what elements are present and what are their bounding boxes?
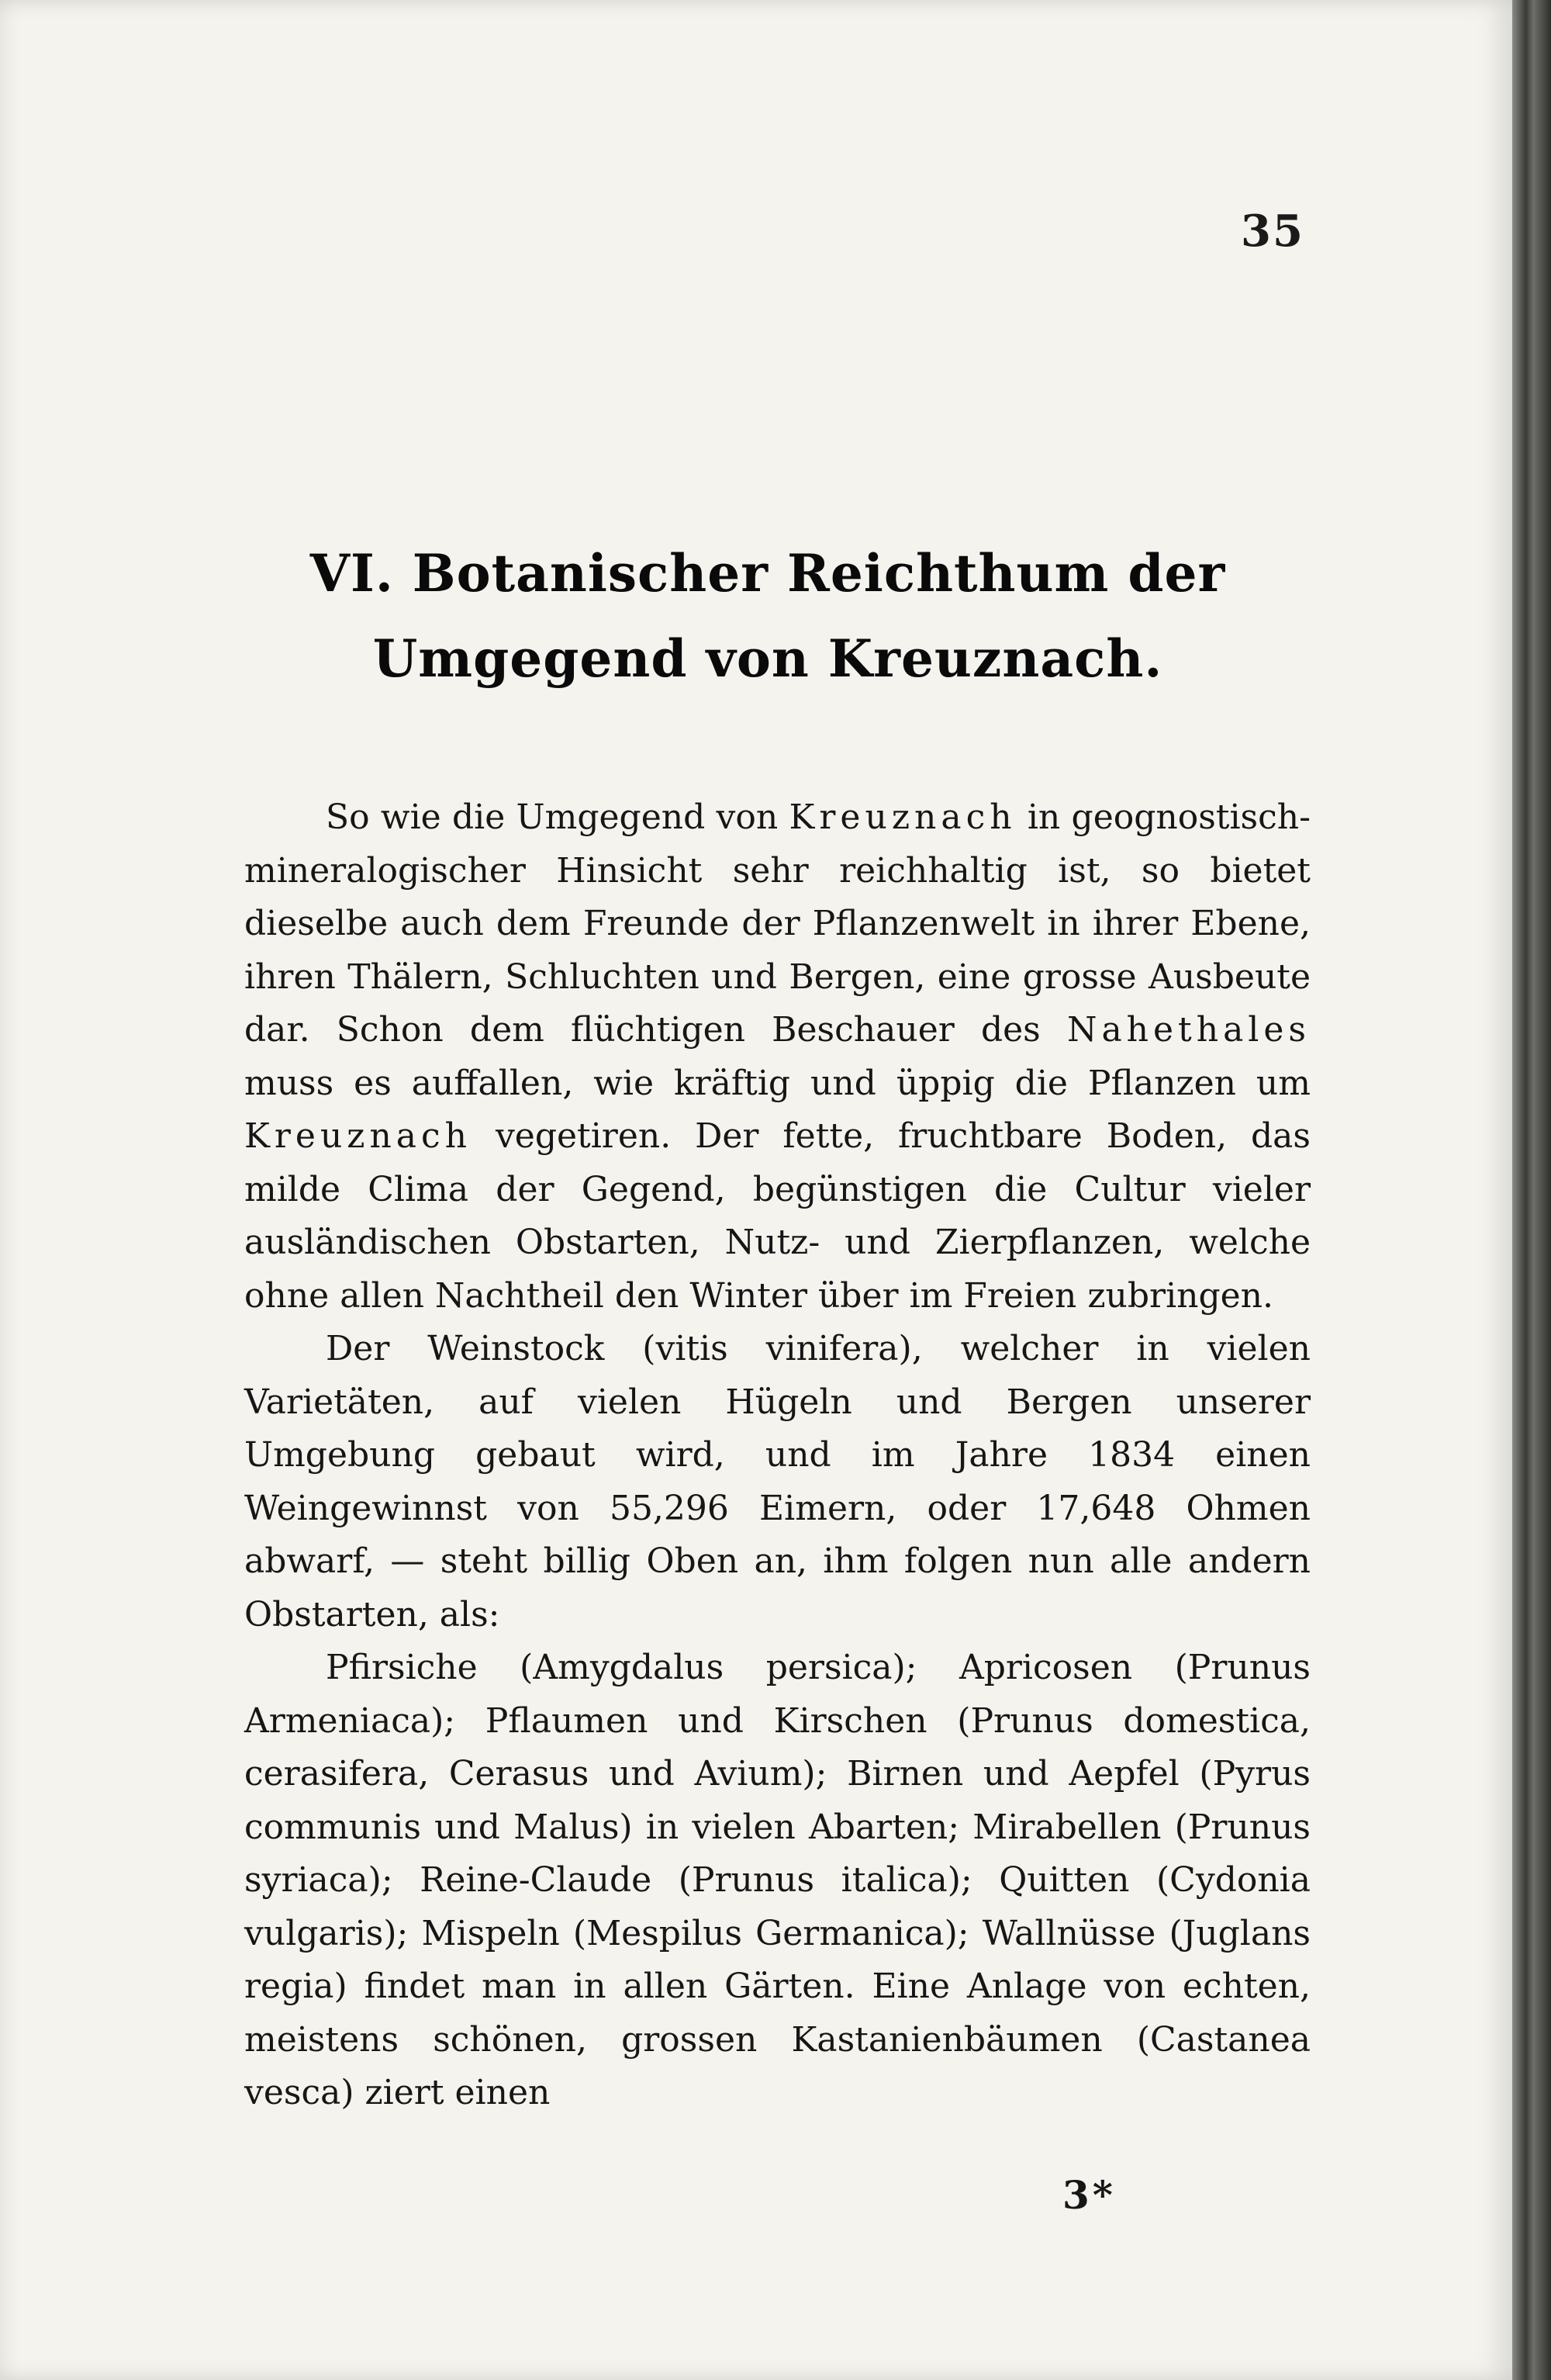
signature-mark: 3* [1062, 2172, 1116, 2218]
page-number: 35 [1241, 206, 1304, 257]
paragraph-1-part-c: muss es auffallen, wie kräftig und üppig die Pflanzen um [244, 1063, 1311, 1103]
paragraph-1-part-d: vegetiren. Der fette, fruchtbare Boden, das milde Clima der Gegend, begünstigen die Cultur vieler ausländischen Obstarten, Nutz- und Zierpflanzen, welche ohne allen Nachtheil den Winter über im Freien zubringen. [244, 1116, 1311, 1316]
chapter-heading-line-1: VI. Botanischer Reichthum der [309, 543, 1226, 604]
paragraph-2: Der Weinstock (vitis vinifera), welcher in vielen Varietäten, auf vielen Hügeln und Bergen unserer Umgebung gebaut wird, und im Jahre 1834 einen Weingewinnst von 55,296 Eimern, oder 17,648 Ohmen abwarf, — steht billig Oben an, ihm folgen nun alle andern Obstarten, als: [244, 1329, 1311, 1635]
paragraph-3: Pfirsiche (Amygdalus persica); Apricosen (Prunus Armeniaca); Pflaumen und Kirschen (Prunus domestica, cerasifera, Cerasus und Avium); Birnen und Aepfel (Pyrus communis und Malus) in vielen Abarten; Mirabellen (Prunus syriaca); Reine-Claude (Prunus italica); Quitten (Cydonia vulgaris); Mispeln (Mespilus Germanica); Wallnüsse (Juglans regia) findet man in allen Gärten. Eine Anlage von echten, meistens schönen, grossen Kastanienbäumen (Castanea vesca) ziert einen [244, 1648, 1311, 2112]
chapter-heading-line-2: Umgegend von Kreuznach. [372, 628, 1163, 689]
paragraph-1 [244, 791, 1311, 1323]
place-name-nahethales: Nahethales [1066, 1010, 1311, 1050]
paragraph-1-part-b: in geognostisch-mineralogischer Hinsicht sehr reichhaltig ist, so bietet dieselbe auch dem Freunde der Pflanzenwelt in ihrer Ebene, ihren Thälern, Schluchten und Bergen, eine grosse Ausbeute dar. Schon dem flüchtigen Beschauer des [244, 797, 1311, 1050]
paragraph-1-part-a: So wie die Umgegend von [326, 797, 789, 837]
book-edge [1512, 0, 1551, 2380]
place-name-kreuznach: Kreuznach [789, 797, 1017, 837]
body-text [244, 791, 1311, 2120]
place-name-kreuznach-2: Kreuznach [244, 1116, 472, 1156]
